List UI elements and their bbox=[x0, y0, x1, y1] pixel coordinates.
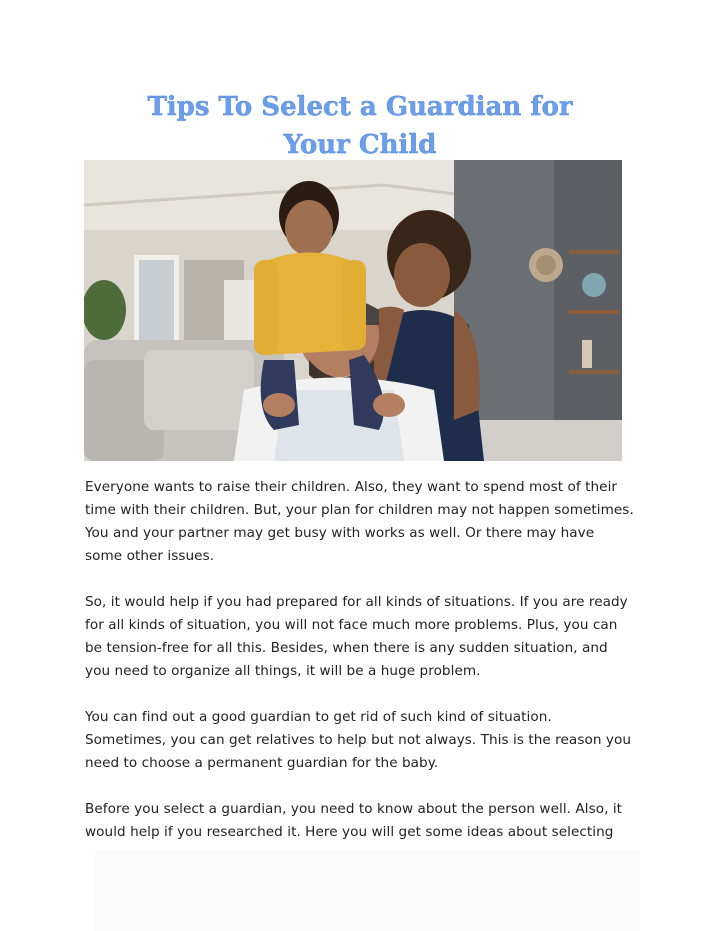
paragraph-line: You can find out a good guardian to get rid of such kind of situation. bbox=[85, 709, 552, 725]
paragraph-line: Everyone wants to raise their children. Also, they want to spend most of their bbox=[85, 479, 618, 495]
article-paragraph bbox=[85, 476, 637, 568]
article-paragraph bbox=[85, 798, 637, 844]
paragraph-line: be tension-free for all this. Besides, when there is any sudden situation, and bbox=[85, 640, 608, 656]
paragraph-line: some other issues. bbox=[85, 548, 215, 564]
paragraph-line: Before you select a guardian, you need to know about the person well. Also, it bbox=[85, 801, 623, 817]
paragraph-line: would help if you researched it. Here you will get some ideas about selecting bbox=[85, 824, 614, 840]
title-line-1: Tips To Select a Guardian for bbox=[147, 92, 573, 122]
article-body bbox=[85, 476, 637, 867]
family-photo bbox=[84, 160, 622, 461]
family-photo-illustration bbox=[84, 160, 622, 461]
paragraph-line: time with their children. But, your plan for children may not happen sometimes. bbox=[85, 502, 634, 518]
paragraph-line: You and your partner may get busy with works as well. Or there may have bbox=[85, 525, 595, 541]
title-line-2: Your Child bbox=[283, 130, 437, 160]
article-paragraph bbox=[85, 591, 637, 683]
paragraph-line: So, it would help if you had prepared for all kinds of situations. If you are ready bbox=[85, 594, 628, 610]
paragraph-line: Sometimes, you can get relatives to help but not always. This is the reason you bbox=[85, 732, 631, 748]
page-title bbox=[90, 88, 630, 164]
article-paragraph bbox=[85, 706, 637, 775]
paragraph-line: you need to organize all things, it will be a huge problem. bbox=[85, 663, 481, 679]
paragraph-line: for all kinds of situation, you will not face much more problems. Plus, you can bbox=[85, 617, 618, 633]
paragraph-line: need to choose a permanent guardian for the baby. bbox=[85, 755, 439, 771]
